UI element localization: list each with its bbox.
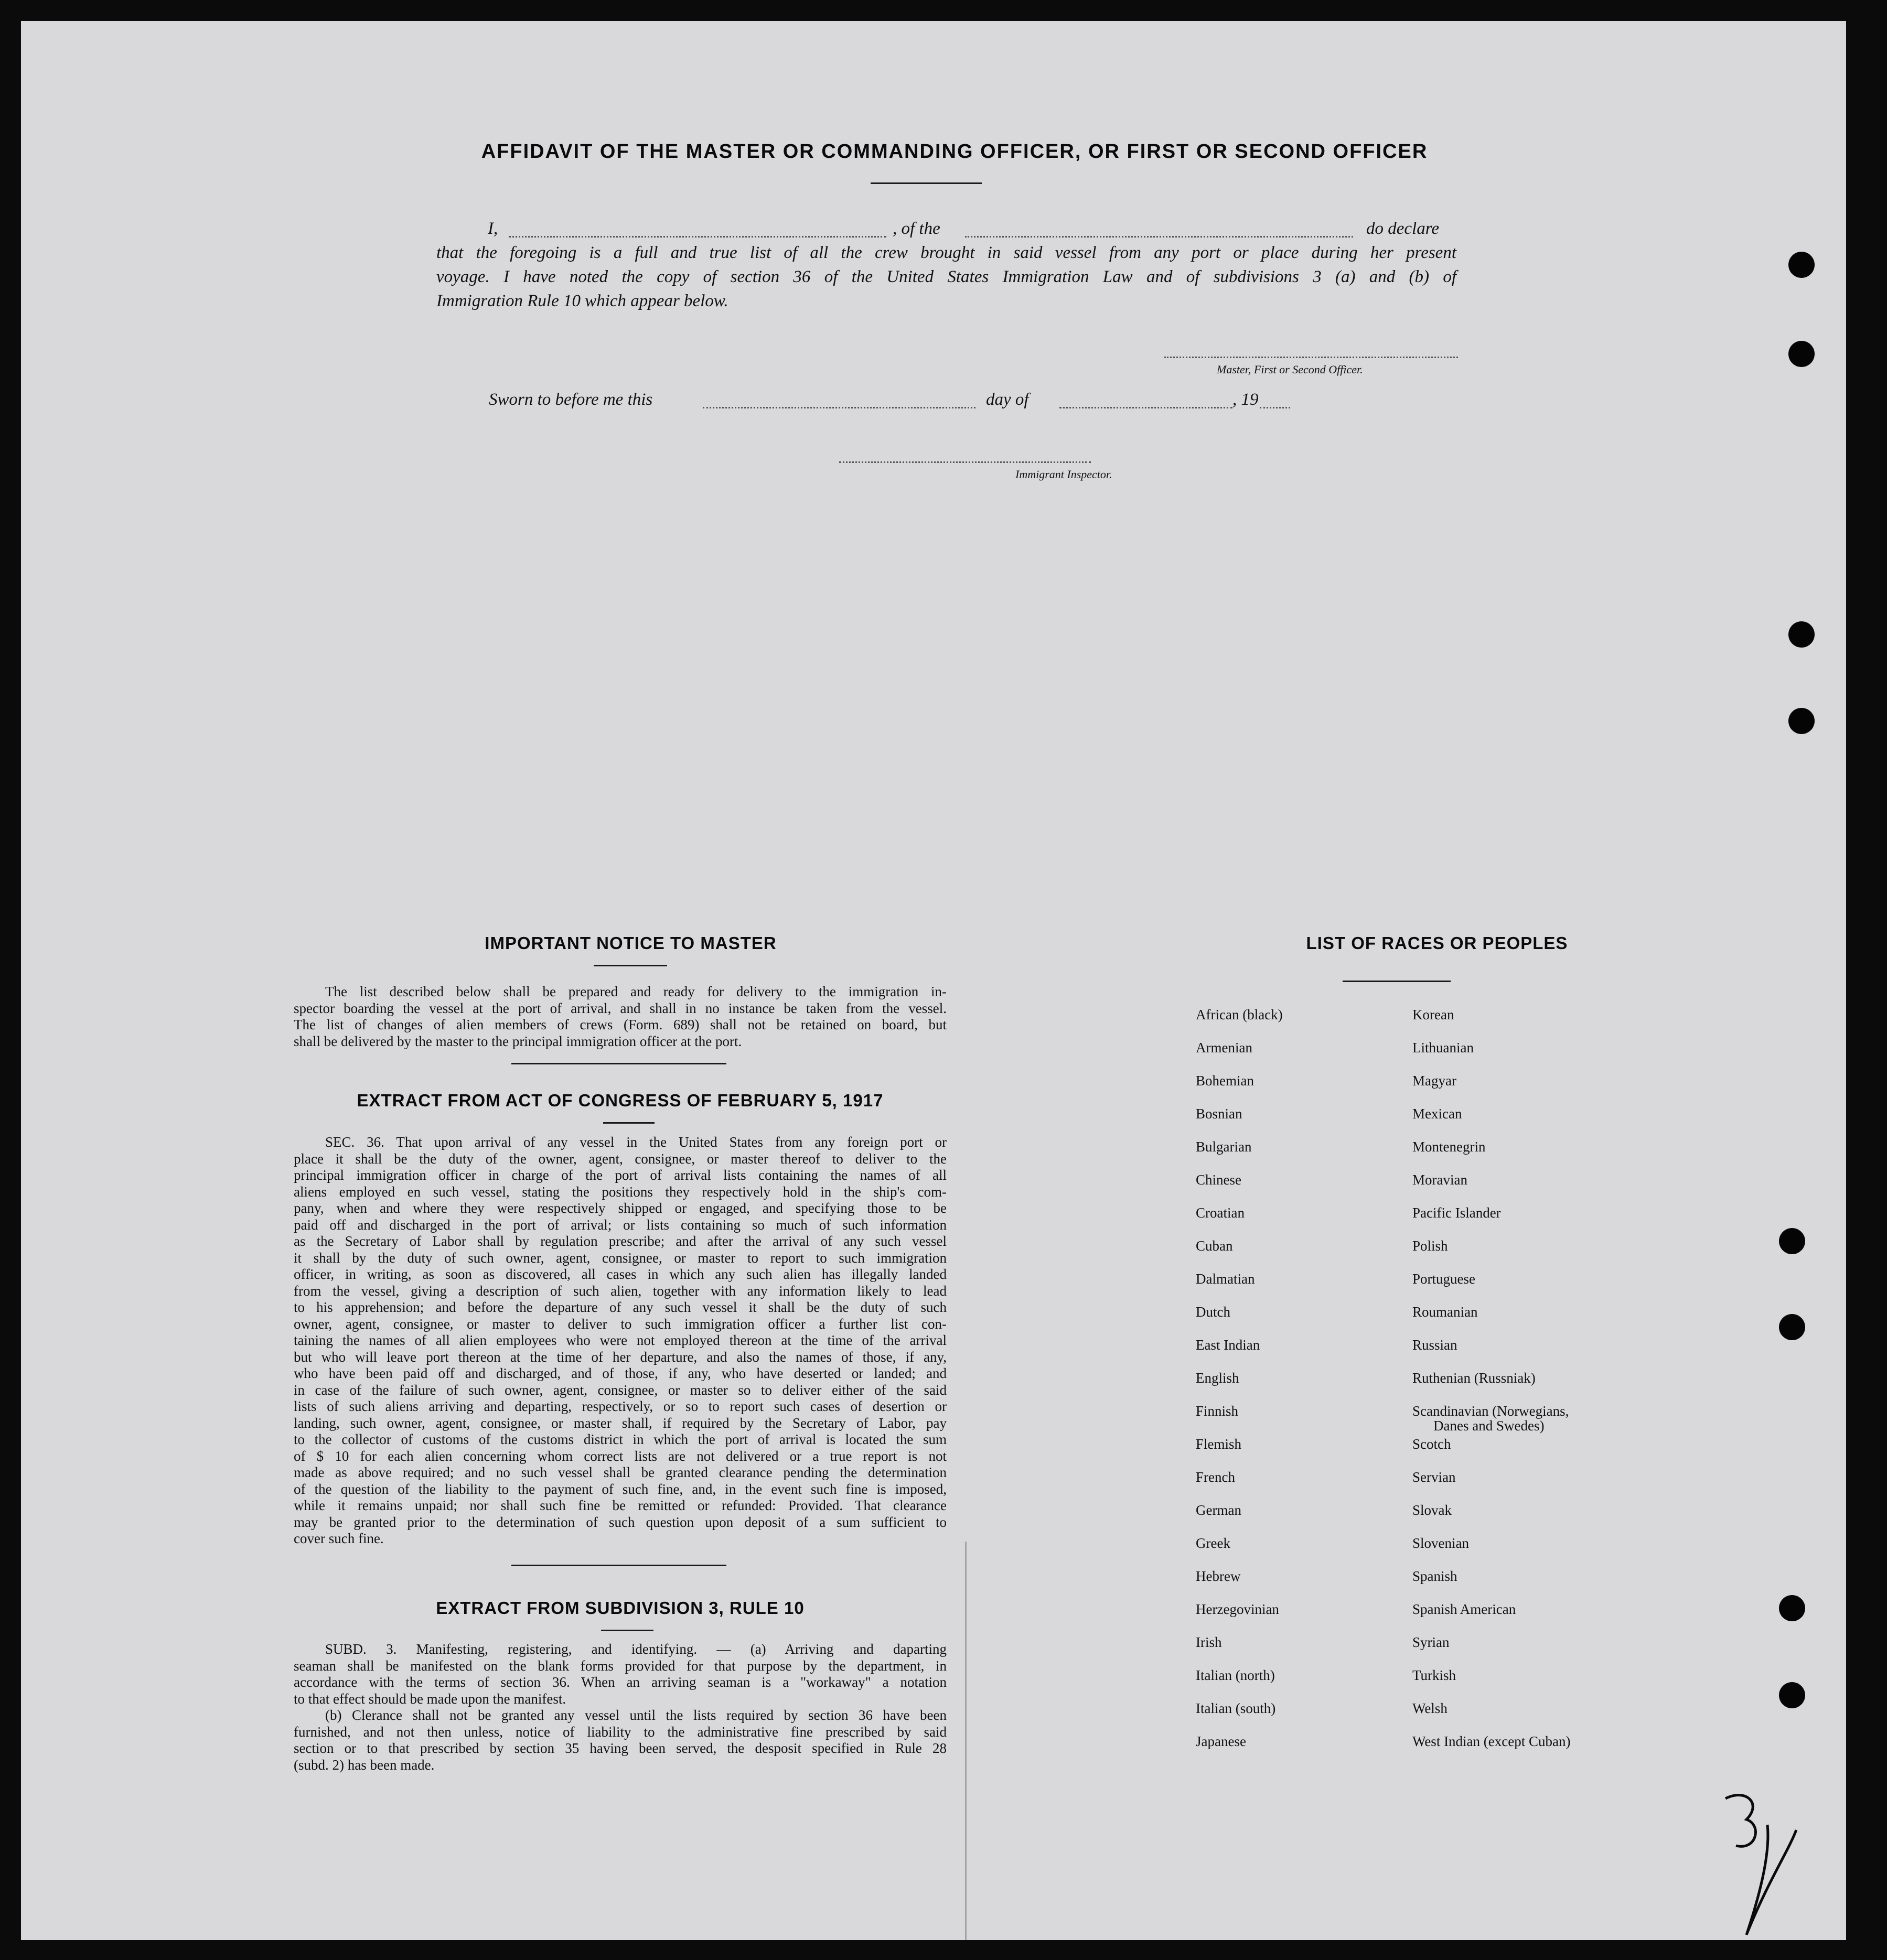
punch-hole — [1788, 708, 1815, 734]
notice-line: spector boarding the vessel at the port of arrival, and shall in no instance be taken from the vessel. — [294, 1000, 947, 1016]
sworn-label: Sworn to before me this — [489, 390, 653, 409]
race-item: Italian (south) — [1196, 1700, 1276, 1716]
notice-underline — [594, 965, 667, 966]
race-item: Servian — [1412, 1469, 1456, 1485]
punch-hole — [1788, 621, 1815, 648]
race-item: Italian (north) — [1196, 1667, 1275, 1683]
act-line: landing, such owner, agent, consignee, or master shall, if required by the Secretary of Labor, pay — [294, 1415, 947, 1431]
race-item: Dutch — [1196, 1304, 1230, 1320]
paper-fold — [965, 1542, 967, 1940]
rule-title: EXTRACT FROM SUBDIVISION 3, RULE 10 — [436, 1598, 805, 1618]
act-line: place it shall be the duty of the owner, agent, consignee, or master thereof to deliver to the — [294, 1150, 947, 1167]
race-item: Moravian — [1412, 1172, 1467, 1188]
act-line: who have been paid off and discharged, and of those, if any, who have deserted or landed; and — [294, 1365, 947, 1381]
inspector-blank[interactable] — [839, 461, 1091, 463]
race-item: French — [1196, 1469, 1235, 1485]
day-of-label: day of — [986, 390, 1029, 409]
rule-line: (subd. 2) has been made. — [294, 1757, 435, 1773]
race-item: Dalmatian — [1196, 1271, 1255, 1287]
inspector-caption: Immigrant Inspector. — [1015, 468, 1112, 481]
race-item: Spanish — [1412, 1568, 1457, 1584]
race-item: Polish — [1412, 1238, 1448, 1254]
race-item: Mexican — [1412, 1106, 1462, 1122]
race-item: Syrian — [1412, 1634, 1450, 1650]
race-item: Bosnian — [1196, 1106, 1242, 1122]
act-line: officer, in writing, as soon as discovered, all cases in which any such alien has illegally landed — [294, 1266, 947, 1282]
name-blank — [509, 236, 886, 238]
race-item: Chinese — [1196, 1172, 1241, 1188]
affidavit-line: Immigration Rule 10 which appear below. — [436, 292, 728, 310]
race-item: Pacific Islander — [1412, 1205, 1501, 1221]
signature-blank[interactable] — [1164, 357, 1458, 358]
affidavit-i: I, — [488, 219, 498, 238]
races-underline — [1343, 981, 1451, 982]
punch-hole — [1779, 1228, 1805, 1254]
notice-line: The list described below shall be prepared and ready for delivery to the immigration in- — [325, 984, 947, 999]
signature-caption: Master, First or Second Officer. — [1217, 363, 1363, 376]
punch-hole — [1779, 1595, 1805, 1621]
act-line: cover such fine. — [294, 1531, 384, 1546]
race-item: East Indian — [1196, 1337, 1260, 1353]
act-line: from the vessel, giving a description of such alien, together with any information likely to lead — [294, 1283, 947, 1299]
race-item: Bulgarian — [1196, 1139, 1252, 1155]
affidavit-of-the: , of the — [893, 219, 940, 238]
act-line: taining the names of all alien employees who were not employed thereon at the time of the arrival — [294, 1332, 947, 1348]
act-line: it shall by the duty of such owner, agent, consignee, or master to report to such immigration — [294, 1250, 947, 1266]
year-blank[interactable] — [1260, 407, 1290, 408]
notice-title: IMPORTANT NOTICE TO MASTER — [485, 933, 777, 953]
act-line: lists of such aliens arriving and departing, respectively, or so to report such cases of desertion or — [294, 1398, 947, 1414]
races-title: LIST OF RACES OR PEOPLES — [1306, 933, 1568, 953]
act-line: may be granted prior to the determination of such question upon deposit of a sum sufficient to — [294, 1514, 947, 1530]
punch-hole — [1788, 341, 1815, 367]
race-item-continuation: Danes and Swedes) — [1433, 1418, 1545, 1434]
race-item: Slovenian — [1412, 1535, 1469, 1551]
act-line: SEC. 36. That upon arrival of any vessel in the United States from any foreign port or — [325, 1134, 947, 1150]
vessel-blank — [965, 236, 1353, 238]
race-item: Scandinavian (Norwegians, — [1412, 1403, 1569, 1419]
month-blank[interactable] — [1059, 407, 1232, 408]
race-item: Irish — [1196, 1634, 1222, 1650]
act-line: to his apprehension; and before the departure of any such vessel it shall be the duty of such — [294, 1299, 947, 1315]
act-line: but who will leave port thereon at the time of her departure, and also the names of those, if any, — [294, 1349, 947, 1365]
race-item: German — [1196, 1502, 1241, 1518]
race-item: Russian — [1412, 1337, 1457, 1353]
act-line: pany, when and where they were respectively shipped or engaged, and specifying those to be — [294, 1200, 947, 1216]
notice-line: shall be delivered by the master to the principal immigration officer at the port. — [294, 1033, 742, 1049]
affidavit-title: AFFIDAVIT OF THE MASTER OR COMMANDING OFFICER, OR FIRST OR SECOND OFFICER — [481, 141, 1428, 163]
act-title: EXTRACT FROM ACT OF CONGRESS OF FEBRUARY 5, 1917 — [357, 1091, 884, 1110]
act-line: owner, agent, consignee, or master to deliver to such immigration officer a further list con- — [294, 1316, 947, 1332]
act-line: in case of the failure of such owner, agent, consignee, or master so to deliver either of the said — [294, 1382, 947, 1398]
punch-hole — [1779, 1682, 1805, 1708]
year-label: , 19 — [1232, 390, 1259, 409]
race-item: Bohemian — [1196, 1073, 1254, 1089]
notice-line: The list of changes of alien members of crews (Form. 689) shall not be retained on board, but — [294, 1017, 947, 1032]
race-item: Turkish — [1412, 1667, 1456, 1683]
race-item: Portuguese — [1412, 1271, 1475, 1287]
rule-line: accordance with the terms of section 36. When an arriving seaman is a "workaway" a notation — [294, 1674, 947, 1690]
race-item: Roumanian — [1412, 1304, 1478, 1320]
act-line: of $ 10 for each alien concerning whom correct lists are not delivered or a true report is not — [294, 1448, 947, 1464]
punch-hole — [1779, 1314, 1805, 1340]
notice-body — [294, 984, 947, 1050]
race-item: Flemish — [1196, 1436, 1242, 1452]
act-line: as the Secretary of Labor shall by regulation prescribe; and after the arrival of any such vessel — [294, 1233, 947, 1249]
race-item: Spanish American — [1412, 1601, 1516, 1617]
document-page — [21, 21, 1846, 1940]
race-item: Scotch — [1412, 1436, 1451, 1452]
act-underline — [603, 1122, 655, 1124]
act-line: paid off and discharged in the port of arrival; or lists containing so much of such information — [294, 1216, 947, 1233]
race-item: Armenian — [1196, 1040, 1252, 1056]
act-line: to the collector of customs of the customs district in which the port of arrival is located the sum — [294, 1431, 947, 1447]
rule-line: to that effect should be made upon the manifest. — [294, 1690, 566, 1707]
race-item: English — [1196, 1370, 1239, 1386]
handwritten-mark — [1704, 1767, 1809, 1940]
affidavit-line: voyage. I have noted the copy of section 36 of the United States Immigration Law and of subdivisions 3 (a) and (b) of — [436, 267, 1456, 286]
race-item: Croatian — [1196, 1205, 1245, 1221]
rule-underline — [601, 1630, 653, 1631]
section-divider — [511, 1565, 726, 1566]
race-item: African (black) — [1196, 1007, 1283, 1022]
race-item: Lithuanian — [1412, 1040, 1474, 1056]
race-item: Cuban — [1196, 1238, 1233, 1254]
race-item: Welsh — [1412, 1700, 1448, 1716]
sworn-day-blank[interactable] — [703, 407, 975, 408]
race-item: Herzegovinian — [1196, 1601, 1279, 1617]
rule-line: (b) Clerance shall not be granted any vessel until the lists required by section 36 have been — [325, 1707, 947, 1723]
act-line: made as above required; and no such vessel shall be granted clearance pending the determination — [294, 1464, 947, 1480]
race-item: Hebrew — [1196, 1568, 1241, 1584]
rule-line: seaman shall be manifested on the blank forms provided for that purpose by the department, in — [294, 1657, 947, 1674]
act-line: while it remains unpaid; nor shall such fine be remitted or refunded: Provided. That clearance — [294, 1498, 947, 1513]
race-item: West Indian (except Cuban) — [1412, 1733, 1571, 1749]
race-item: Greek — [1196, 1535, 1230, 1551]
rule-body — [294, 1641, 947, 1773]
act-body — [294, 1134, 947, 1547]
rule-line: section or to that prescribed by section 35 having been served, the desposit specified in Rule 28 — [294, 1740, 947, 1756]
act-line: of the question of the liability to the payment of such fine, and, in the event such fine is imposed, — [294, 1481, 947, 1497]
race-item: Japanese — [1196, 1733, 1246, 1749]
rule-line: furnished, and not then unless, notice of liability to the administrative fine prescribed by said — [294, 1724, 947, 1740]
affidavit-line: that the foregoing is a full and true list of all the crew brought in said vessel from any port or place during her present — [436, 243, 1456, 262]
rule-line: SUBD. 3. Manifesting, registering, and identifying. — (a) Arriving and daparting — [325, 1641, 947, 1657]
act-line: principal immigration officer in charge of the port of arrival lists containing the names of all — [294, 1167, 947, 1183]
race-item: Montenegrin — [1412, 1139, 1486, 1155]
race-item: Finnish — [1196, 1403, 1239, 1419]
act-line: aliens employed en such vessel, stating the positions they respectively hold in the ship's com- — [294, 1183, 947, 1200]
punch-hole — [1788, 252, 1815, 278]
race-item: Magyar — [1412, 1073, 1456, 1089]
race-item: Ruthenian (Russniak) — [1412, 1370, 1536, 1386]
affidavit-declare: do declare — [1366, 219, 1439, 238]
race-item: Slovak — [1412, 1502, 1452, 1518]
section-divider — [511, 1063, 726, 1064]
title-underline — [871, 182, 982, 184]
race-item: Korean — [1412, 1007, 1454, 1022]
